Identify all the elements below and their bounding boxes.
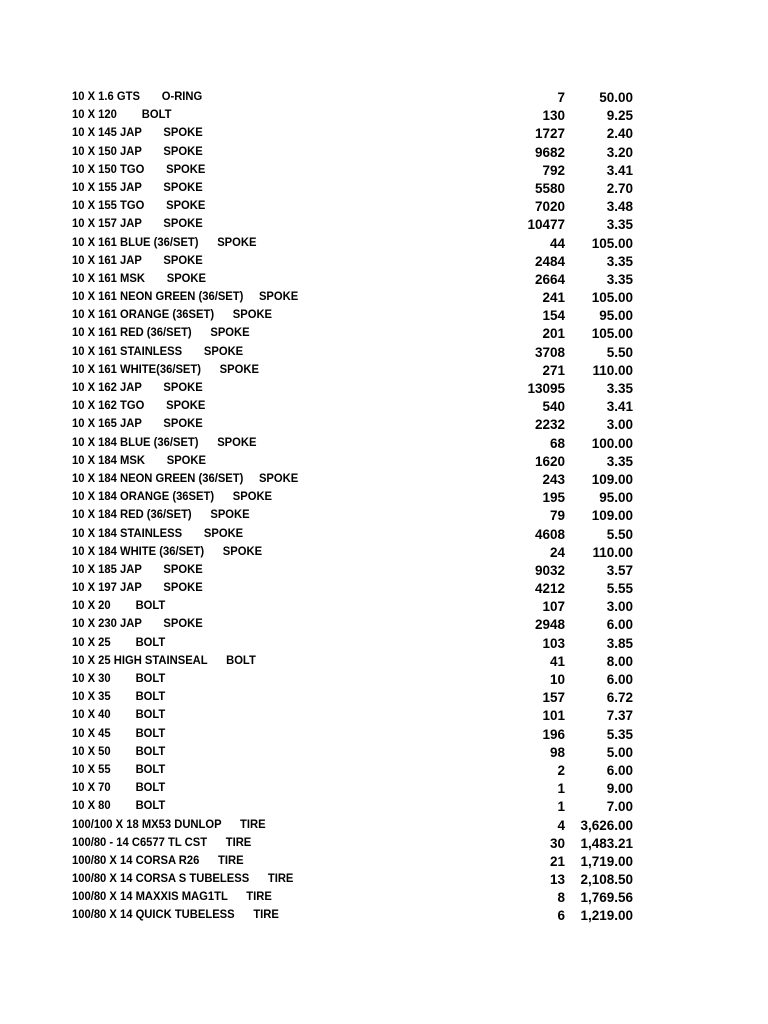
- inventory-row: [72, 614, 642, 632]
- item-quantity: 196: [542, 726, 565, 742]
- item-price: 3.00: [606, 417, 633, 433]
- item-quantity: 130: [542, 108, 565, 124]
- inventory-row: [72, 414, 642, 432]
- item-description: 10 X 230 JAP SPOKE: [72, 616, 203, 631]
- item-price: 95.00: [599, 308, 633, 324]
- item-price: 50.00: [599, 90, 633, 105]
- item-quantity: 107: [542, 599, 565, 615]
- item-price: 6.00: [606, 672, 633, 687]
- item-quantity: 4212: [534, 581, 565, 597]
- item-description: 10 X 150 JAP SPOKE: [72, 143, 203, 158]
- item-description: 10 X 184 ORANGE (36SET) SPOKE: [72, 489, 273, 504]
- inventory-row: [72, 287, 642, 305]
- inventory-row: [72, 233, 642, 251]
- inventory-sheet: [72, 87, 642, 924]
- inventory-row: [72, 469, 642, 487]
- item-price: 110.00: [592, 362, 633, 378]
- item-price: 5.00: [606, 744, 633, 760]
- item-price: 9.25: [606, 108, 633, 124]
- item-description: 100/80 X 14 QUICK TUBELESS TIRE: [72, 907, 279, 922]
- inventory-row: [72, 214, 642, 232]
- item-description: 10 X 161 JAP SPOKE: [72, 252, 203, 267]
- item-quantity: 157: [542, 690, 565, 706]
- item-price: 105.00: [591, 326, 633, 342]
- item-price: 3.00: [606, 599, 633, 615]
- item-description: 10 X 155 JAP SPOKE: [72, 179, 203, 194]
- item-price: 3.48: [606, 199, 633, 215]
- item-quantity: 1: [557, 799, 565, 815]
- item-quantity: 201: [542, 326, 565, 342]
- item-quantity: 5580: [534, 180, 565, 196]
- inventory-row: [72, 142, 642, 160]
- item-description: 10 X 161 ORANGE (36SET) SPOKE: [72, 307, 273, 322]
- item-quantity: 271: [542, 362, 565, 378]
- item-quantity: 154: [542, 308, 565, 324]
- item-quantity: 21: [549, 853, 565, 869]
- item-quantity: 7020: [534, 199, 565, 215]
- item-quantity: 2484: [534, 253, 565, 269]
- inventory-row: [72, 669, 642, 687]
- item-quantity: 101: [542, 708, 565, 724]
- item-price: 3.85: [606, 635, 633, 651]
- item-price: 5.35: [606, 726, 633, 742]
- item-quantity: 1620: [534, 453, 565, 469]
- item-price: 3.20: [606, 144, 633, 160]
- item-quantity: 3708: [534, 344, 565, 360]
- inventory-row: [72, 305, 642, 323]
- item-description: 10 X 25 HIGH STAINSEAL BOLT: [72, 652, 256, 667]
- item-price: 105.00: [591, 290, 633, 306]
- item-description: 100/80 X 14 CORSA R26 TIRE: [72, 852, 244, 867]
- inventory-row: [72, 451, 642, 469]
- item-price: 3.35: [606, 453, 633, 469]
- item-description: 10 X 30 BOLT: [72, 671, 166, 685]
- item-description: 10 X 162 TGO SPOKE: [72, 398, 206, 413]
- item-quantity: 68: [549, 435, 565, 451]
- item-description: 10 X 145 JAP SPOKE: [72, 125, 203, 140]
- inventory-row: [72, 542, 642, 560]
- item-description: 10 X 161 STAINLESS SPOKE: [72, 343, 244, 358]
- item-description: 10 X 184 NEON GREEN (36/SET) SPOKE: [72, 470, 299, 485]
- item-description: 10 X 150 TGO SPOKE: [72, 161, 206, 176]
- item-description: 10 X 161 MSK SPOKE: [72, 270, 206, 285]
- inventory-row: [72, 378, 642, 396]
- item-description: 10 X 184 WHITE (36/SET) SPOKE: [72, 543, 263, 558]
- inventory-row: [72, 196, 642, 214]
- item-price: 7.00: [606, 799, 633, 815]
- inventory-row: [72, 396, 642, 414]
- item-description: 10 X 45 BOLT: [72, 725, 166, 740]
- item-description: 10 X 25 BOLT: [72, 634, 166, 649]
- item-price: 3.35: [606, 271, 633, 287]
- item-quantity: 9032: [534, 562, 565, 578]
- inventory-row: [72, 633, 642, 651]
- item-price: 109.00: [591, 508, 633, 524]
- item-price: 5.55: [606, 581, 633, 597]
- item-quantity: 243: [542, 471, 565, 487]
- item-price: 105.00: [591, 235, 633, 251]
- item-quantity: 792: [542, 162, 565, 178]
- item-price: 3.41: [606, 399, 633, 415]
- item-description: 10 X 20 BOLT: [72, 598, 166, 613]
- item-description: 10 X 184 BLUE (36/SET) SPOKE: [72, 434, 257, 449]
- item-description: 10 X 162 JAP SPOKE: [72, 380, 203, 394]
- inventory-row: [72, 724, 642, 742]
- item-description: 10 X 55 BOLT: [72, 761, 166, 776]
- item-description: 100/80 - 14 C6577 TL CST TIRE: [72, 834, 252, 849]
- inventory-row: [72, 160, 642, 178]
- item-price: 8.00: [606, 653, 633, 669]
- item-description: 10 X 161 WHITE(36/SET) SPOKE: [72, 361, 259, 376]
- item-description: 10 X 185 JAP SPOKE: [72, 561, 203, 576]
- item-quantity: 13095: [527, 381, 565, 396]
- item-quantity: 8: [557, 890, 565, 906]
- item-price: 1,219.00: [580, 908, 633, 924]
- inventory-row: [72, 742, 642, 760]
- item-description: 10 X 40 BOLT: [72, 707, 166, 722]
- item-price: 110.00: [592, 544, 633, 560]
- item-price: 3.35: [606, 381, 633, 396]
- inventory-row: [72, 596, 642, 614]
- item-price: 3.57: [606, 562, 633, 578]
- item-price: 3,626.00: [580, 817, 633, 833]
- item-price: 6.72: [606, 690, 633, 706]
- inventory-row: [72, 323, 642, 341]
- item-description: 10 X 161 RED (36/SET) SPOKE: [72, 325, 250, 340]
- item-price: 5.50: [606, 344, 633, 360]
- item-quantity: 2948: [534, 617, 565, 633]
- inventory-row: [72, 87, 642, 105]
- item-quantity: 6: [557, 908, 565, 924]
- item-description: 100/80 X 14 CORSA S TUBELESS TIRE: [72, 871, 294, 886]
- item-price: 6.00: [606, 617, 633, 633]
- item-price: 5.50: [606, 526, 633, 542]
- inventory-row: [72, 560, 642, 578]
- inventory-row: [72, 687, 642, 705]
- inventory-row: [72, 887, 642, 905]
- item-quantity: 9682: [534, 144, 565, 160]
- item-price: 3.41: [606, 162, 633, 178]
- item-description: 10 X 80 BOLT: [72, 798, 166, 813]
- item-quantity: 4: [557, 817, 565, 833]
- inventory-row: [72, 251, 642, 269]
- inventory-row: [72, 342, 642, 360]
- item-quantity: 103: [542, 635, 565, 651]
- item-price: 109.00: [591, 471, 633, 487]
- item-price: 7.37: [606, 708, 633, 724]
- item-price: 2.70: [606, 180, 633, 196]
- item-quantity: 2232: [534, 417, 565, 433]
- item-description: 10 X 184 STAINLESS SPOKE: [72, 525, 244, 540]
- item-quantity: 540: [542, 399, 565, 415]
- inventory-row: [72, 815, 642, 833]
- item-description: 10 X 70 BOLT: [72, 780, 166, 795]
- item-quantity: 98: [549, 744, 565, 760]
- inventory-row: [72, 796, 642, 814]
- item-quantity: 44: [549, 235, 565, 251]
- item-quantity: 195: [542, 490, 565, 506]
- item-quantity: 7: [557, 90, 565, 105]
- item-price: 9.00: [606, 781, 633, 797]
- item-quantity: 2: [557, 762, 565, 778]
- item-description: 10 X 1.6 GTS O-RING: [72, 89, 203, 103]
- inventory-row: [72, 105, 642, 123]
- item-description: 10 X 184 MSK SPOKE: [72, 452, 206, 467]
- item-quantity: 41: [549, 653, 565, 669]
- item-description: 10 X 161 NEON GREEN (36/SET) SPOKE: [72, 289, 299, 304]
- inventory-row: [72, 360, 642, 378]
- item-description: 10 X 35 BOLT: [72, 689, 166, 704]
- inventory-row: [72, 778, 642, 796]
- item-description: 10 X 157 JAP SPOKE: [72, 216, 203, 231]
- item-quantity: 1727: [534, 126, 565, 142]
- item-description: 10 X 155 TGO SPOKE: [72, 198, 206, 213]
- item-quantity: 24: [549, 544, 565, 560]
- item-quantity: 30: [549, 835, 565, 851]
- item-price: 1,769.56: [580, 890, 633, 906]
- item-price: 3.35: [606, 217, 633, 233]
- item-quantity: 79: [549, 508, 565, 524]
- item-description: 10 X 184 RED (36/SET) SPOKE: [72, 507, 250, 522]
- item-description: 100/80 X 14 MAXXIS MAG1TL TIRE: [72, 889, 272, 904]
- inventory-row: [72, 524, 642, 542]
- item-quantity: 1: [557, 781, 565, 797]
- item-price: 2.40: [606, 126, 633, 142]
- item-description: 10 X 165 JAP SPOKE: [72, 416, 203, 431]
- inventory-row: [72, 869, 642, 887]
- inventory-row: [72, 705, 642, 723]
- item-price: 1,719.00: [580, 853, 633, 869]
- item-quantity: 2664: [534, 271, 565, 287]
- inventory-row: [72, 651, 642, 669]
- item-price: 1,483.21: [580, 835, 633, 851]
- item-price: 100.00: [591, 435, 633, 451]
- inventory-row: [72, 578, 642, 596]
- item-quantity: 13: [549, 872, 565, 888]
- item-quantity: 4608: [534, 526, 565, 542]
- item-quantity: 10: [549, 672, 565, 687]
- inventory-row: [72, 178, 642, 196]
- item-price: 3.35: [606, 253, 633, 269]
- item-quantity: 241: [542, 290, 565, 306]
- item-description: 10 X 50 BOLT: [72, 743, 166, 758]
- inventory-row: [72, 123, 642, 141]
- item-quantity: 10477: [527, 217, 565, 233]
- item-description: 10 X 120 BOLT: [72, 107, 172, 122]
- item-price: 95.00: [599, 490, 633, 506]
- inventory-row: [72, 505, 642, 523]
- inventory-row: [72, 487, 642, 505]
- item-description: 10 X 197 JAP SPOKE: [72, 580, 203, 595]
- inventory-row: [72, 760, 642, 778]
- inventory-row: [72, 905, 642, 923]
- item-price: 2,108.50: [580, 872, 633, 888]
- item-description: 100/100 X 18 MX53 DUNLOP TIRE: [72, 816, 266, 831]
- inventory-row: [72, 851, 642, 869]
- inventory-row: [72, 833, 642, 851]
- item-description: 10 X 161 BLUE (36/SET) SPOKE: [72, 234, 257, 249]
- inventory-row: [72, 269, 642, 287]
- inventory-row: [72, 433, 642, 451]
- item-price: 6.00: [606, 762, 633, 778]
